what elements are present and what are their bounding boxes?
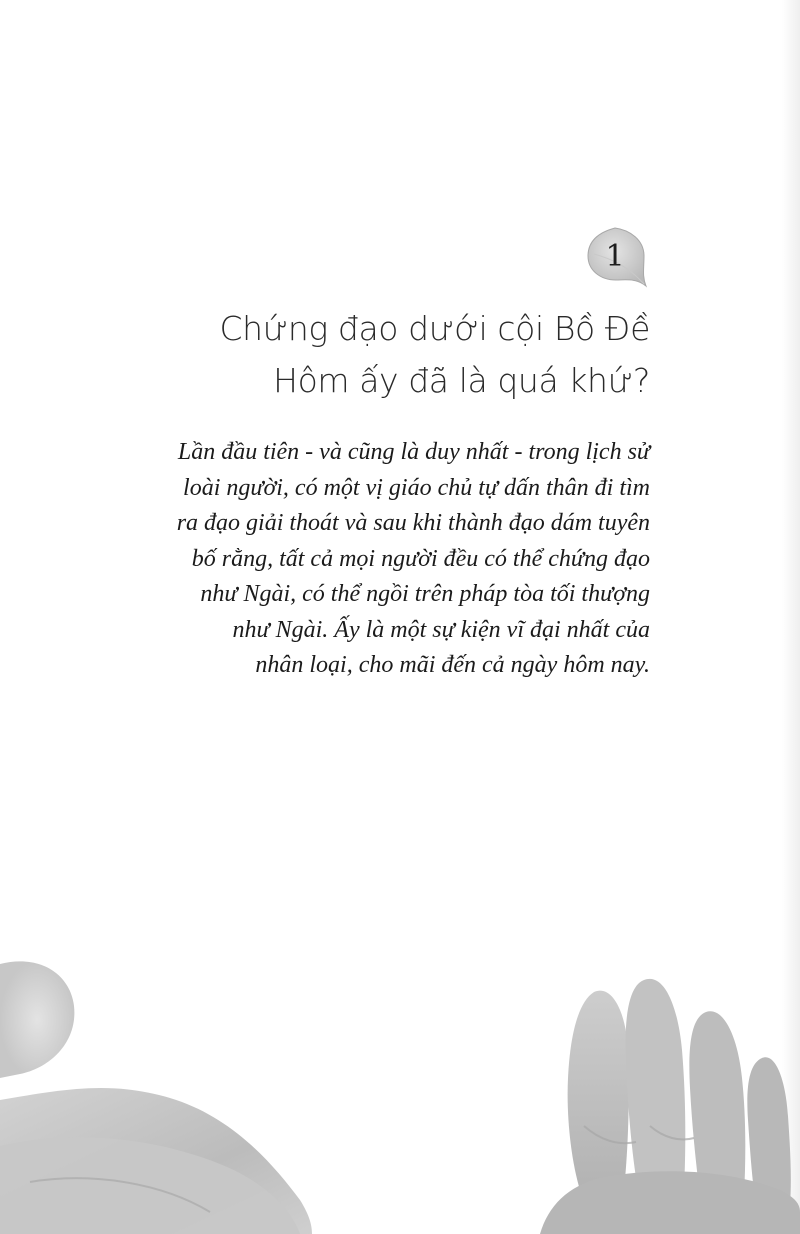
chapter-number: 1 [605,239,625,274]
epigraph-line: Lần đầu tiên - và cũng là duy nhất - trong lịch sử [177,439,650,465]
epigraph-line: như Ngài, có thể ngồi trên pháp tòa tối thượng [200,581,650,607]
chapter-marker [586,224,648,290]
epigraph-line: nhân loại, cho mãi đến cả ngày hôm nay. [255,652,650,678]
chapter-title-line: Hôm ấy đã là quá khứ? [273,361,650,400]
chapter-title-line: Chứng đạo dưới cội Bồ Đề [219,309,650,348]
epigraph-line: như Ngài. Ấy là một sự kiện vĩ đại nhất của [232,616,650,643]
epigraph-line: ra đạo giải thoát và sau khi thành đạo dám tuyên [176,510,650,536]
epigraph-line: loài người, có một vị giáo chủ tự dấn thân đi tìm [183,474,650,501]
hands-illustration-icon [0,950,800,1234]
chapter-title [90,303,650,407]
epigraph-paragraph [130,435,650,684]
epigraph-line: bố rằng, tất cả mọi người đều có thể chứng đạo [191,545,650,572]
